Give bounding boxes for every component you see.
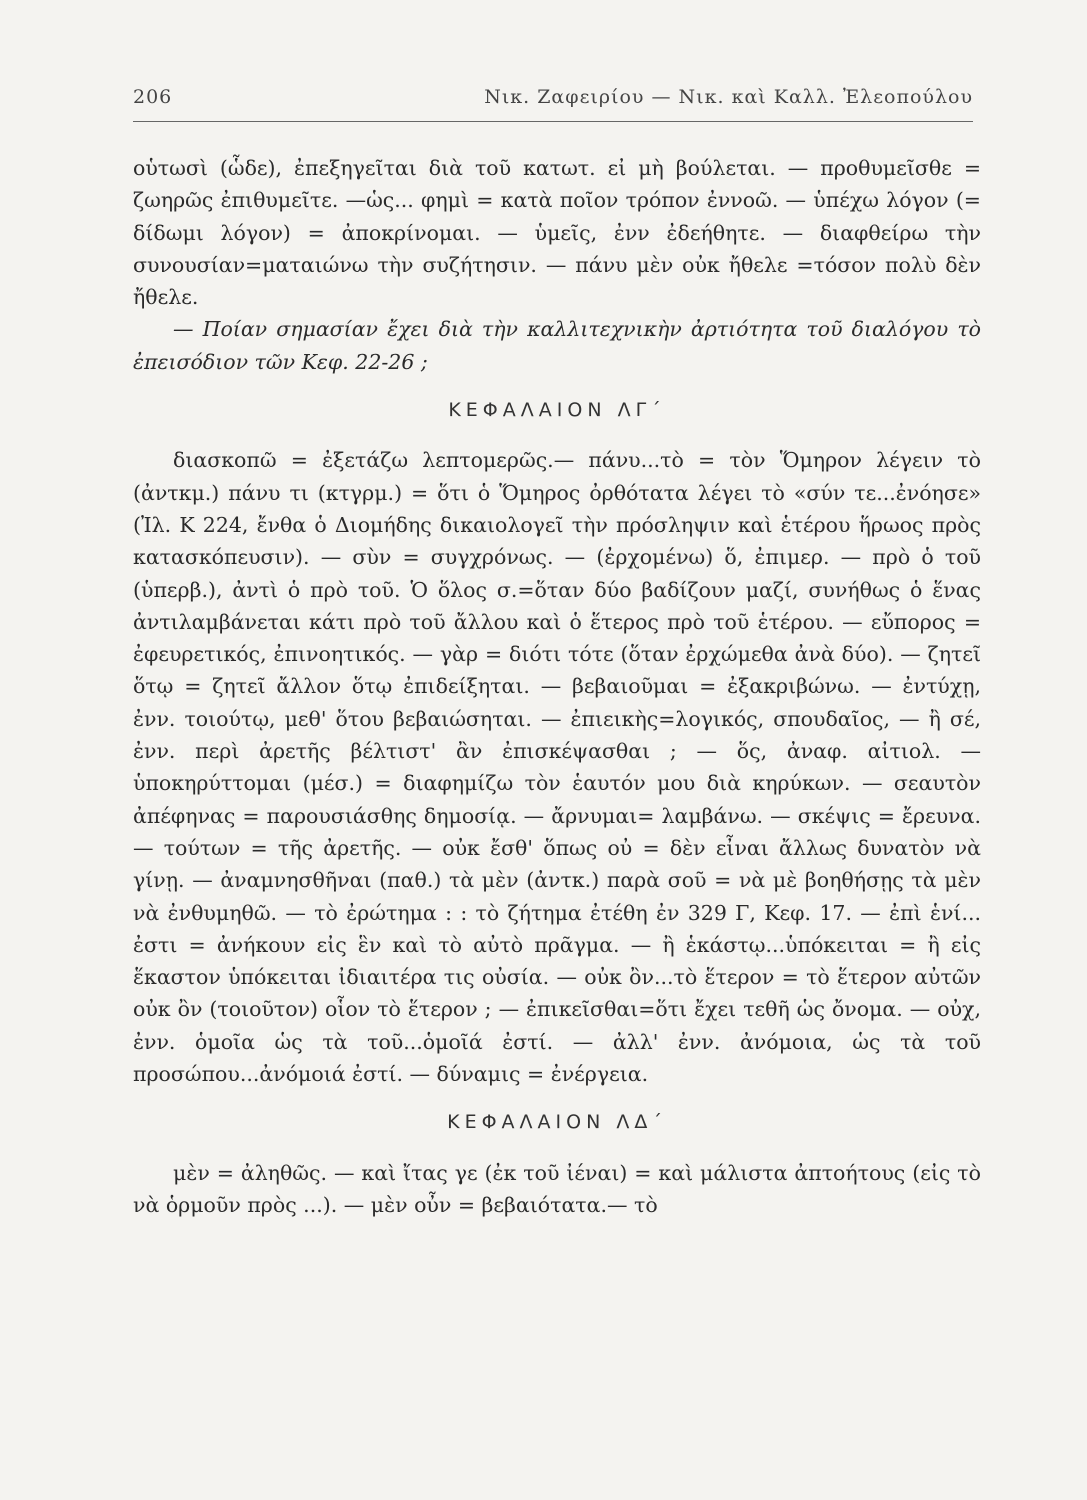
chapter-heading: ΚΕΦΑΛΑΙΟΝ ΛΔ΄ xyxy=(447,1111,667,1134)
study-question: — Ποίαν σημασίαν ἔχει διὰ τὴν καλλιτεχνικὴν ἀρτιότητα τοῦ διαλόγου τὸ ἐπεισόδιον τῶν Κεφ. 22-26 ; xyxy=(133,317,981,374)
running-head: Νικ. Ζαφειρίου — Νικ. καὶ Καλλ. Ἐλεοπούλου xyxy=(484,86,973,108)
chapter-heading: ΚΕΦΑΛΑΙΟΝ ΛΓ΄ xyxy=(448,399,666,422)
page-header xyxy=(133,86,973,116)
commentary-paragraph: διασκοπῶ = ἐξετάζω λεπτομερῶς.— πάνυ...τὸ = τὸν Ὅμηρον λέγειν τὸ (ἀντκμ.) πάνυ τι (κτγρμ.) = ὅτι ὁ Ὅμηρος ὀρθότατα λέγει τὸ «σύν τε...ἐνόησε» (Ἰλ. Κ 224, ἔνθα ὁ Διομήδης δικαιολογεῖ τὴν πρόσληψιν καὶ ἑτέρου ἥρωος πρὸς κατασκόπευσιν). — σὺν = συγχρόνως. — (ἐρχομένω) ὅ, ἐπιμερ. — πρὸ ὁ τοῦ (ὑπερβ.), ἀντὶ ὁ πρὸ τοῦ. Ὁ ὅλος σ.=ὅταν δύο βαδίζουν μαζί, συνήθως ὁ ἕνας ἀντιλαμβάνεται κάτι πρὸ τοῦ ἄλλου καὶ ὁ ἕτερος πρὸ τοῦ ἑτέρου. — εὔπορος = ἐφευρετικός, ἐπινοητικός. — γὰρ = διότι τότε (ὅταν ἐρχώμεθα ἀνὰ δύο). — ζητεῖ ὅτῳ = ζητεῖ ἄλλον ὅτῳ ἐπιδείξηται. — βεβαιοῦμαι = ἐξακριβώνω. — ἐντύχῃ, ἐνν. τοιούτῳ, μεθ' ὅτου βεβαιώσηται. — ἐπιεικὴς=λογικός, σπουδαῖος, — ἢ σέ, ἐνν. περὶ ἀρετῆς βέλτιστ' ἂν ἐπισκέψασθαι ; — ὅς, ἀναφ. αἰτιολ. — ὑποκηρύττομαι (μέσ.) = διαφημίζω τὸν ἑαυτόν μου διὰ κηρύκων. — σεαυτὸν ἀπέφηνας = παρουσιάσθης δημοσίᾳ. — ἄρνυμαι= λαμβάνω. — σκέψις = ἔρευνα. — τούτων = τῆς ἀρετῆς. — οὐκ ἔσθ' ὅπως οὐ = δὲν εἶναι ἄλλως δυνατὸν νὰ γίνῃ. — ἀναμνησθῆναι (παθ.) τὰ μὲν (ἀντκ.) παρὰ σοῦ = νὰ μὲ βοηθήσῃς τὰ μὲν νὰ ἐνθυμηθῶ. — τὸ ἐρώτημα : : τὸ ζήτημα ἐτέθη ἐν 329 Γ, Κεφ. 17. — ἐπὶ ἑνί... ἐστι = ἀνήκουν εἰς ἓν καὶ τὸ αὐτὸ πρᾶγμα. — ἢ ἑκάστῳ...ὑπόκειται = ἢ εἰς ἕκαστον ὑπόκειται ἰδιαιτέρα τις οὐσία. — οὐκ ὂν...τὸ ἕτερον = τὸ ἕτερον αὐτῶν οὐκ ὂν (τοιοῦτον) οἷον τὸ ἕτερον ; — ἐπικεῖσθαι=ὅτι ἔχει τεθῆ ὡς ὄνομα. — οὐχ, ἐνν. ὁμοῖα ὡς τὰ τοῦ...ὁμοῖά ἐστί. — ἀλλ' ἐνν. ἀνόμοια, ὡς τὰ τοῦ προσώπου...ἀνόμοιά ἐστί. — δύναμις = ἐνέργεια. xyxy=(133,448,981,1087)
page-number: 206 xyxy=(133,86,173,108)
commentary-paragraph: μὲν = ἀληθῶς. — καὶ ἴτας γε (ἐκ τοῦ ἰέναι) = καὶ μάλιστα ἀπτοήτους (εἰς τὸ νὰ ὁρμοῦν πρὸς ...). — μὲν οὖν = βεβαιότατα.— τὸ xyxy=(133,1160,981,1217)
page-body xyxy=(133,152,981,1221)
commentary-paragraph: οὑτωσὶ (ὧδε), ἐπεξηγεῖται διὰ τοῦ κατωτ. εἰ μὴ βούλεται. — προθυμεῖσθε = ζωηρῶς ἐπιθυμεῖτε. —ὡς... φημὶ = κατὰ ποῖον τρόπον ἐννοῶ. — ὑπέχω λόγον (= δίδωμι λόγον) = ἀποκρίνομαι. — ὑμεῖς, ἐνν ἐδεήθητε. — διαφθείρω τὴν συνουσίαν=ματαιώνω τὴν συζήτησιν. — πάνυ μὲν οὐκ ἤθελε =τόσον πολὺ δὲν ἤθελε. xyxy=(133,156,981,310)
header-rule xyxy=(133,121,973,122)
